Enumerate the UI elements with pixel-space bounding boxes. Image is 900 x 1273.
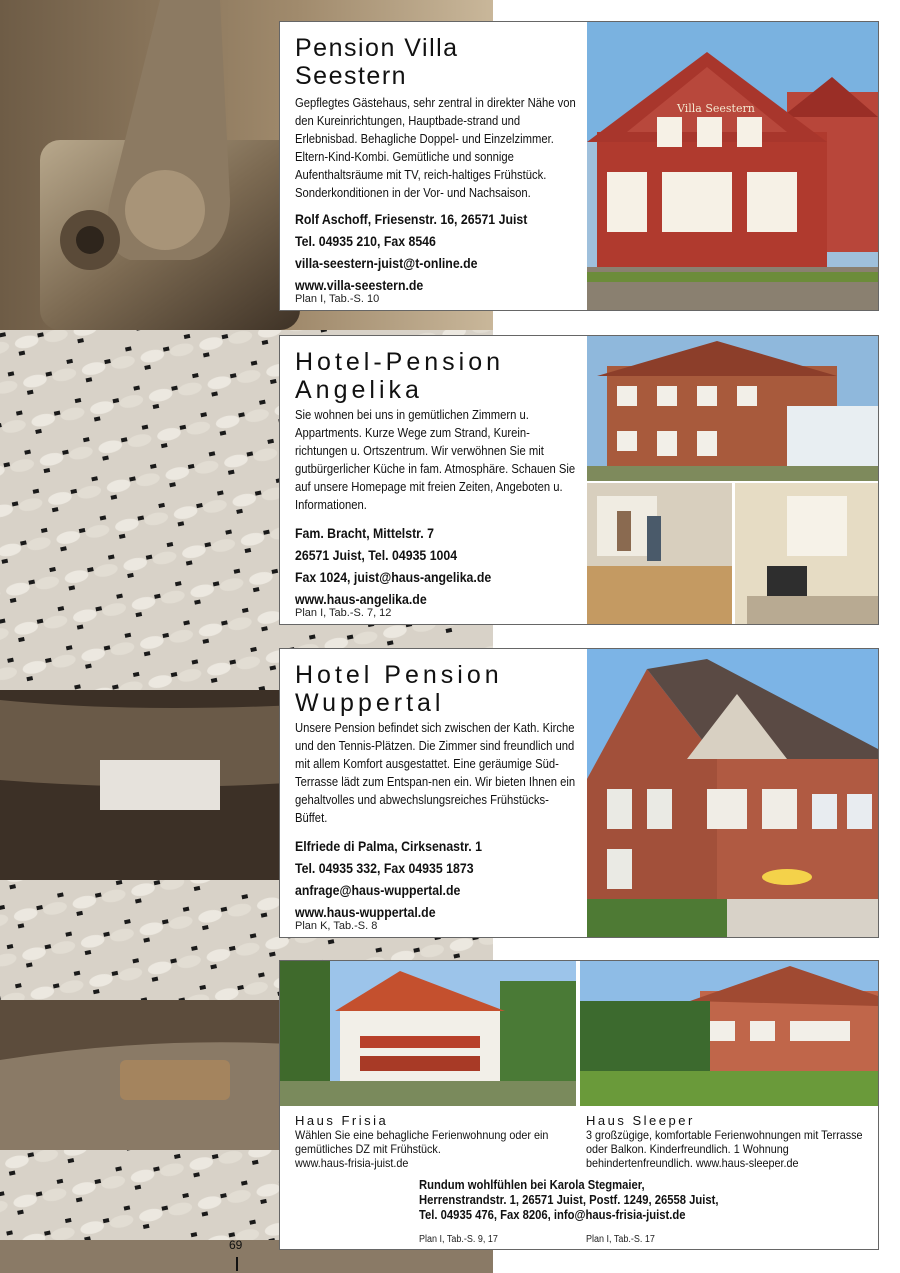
frisia-info	[295, 1113, 570, 1170]
shared-contact-line[interactable]: Tel. 04935 476, Fax 8206, info@haus-frisia-juist.de	[419, 1208, 686, 1222]
sleeper-description: 3 großzügige, komfortable Ferienwohnungen mit Terrasse oder Balkon. Kinderfreundlich. 1 Wohnung behindertenfreundlich. www.haus-sleeper.de	[586, 1128, 863, 1170]
contact-address: Rolf Aschoff, Friesenstr. 16, 26571 Juist	[295, 211, 528, 227]
listing-description: Sie wohnen bei uns in gemütlichen Zimmern u. Appartments. Kurze Wege zum Strand, Kurein-richtungen u. Ortszentrum. Wir verwöhnen Sie mit gutbürgerlicher Küche in fam. Atmosphäre. Schauen Sie auf unsere Homepage mit freien Zeiten, Angeboten u. Informationen.	[295, 408, 576, 512]
photo-sign: Villa Seestern	[677, 102, 755, 115]
photos-angelika	[587, 336, 878, 624]
contact-phone: Tel. 04935 210, Fax 8546	[295, 233, 436, 249]
listing-title: Hotel-Pension Angelika	[295, 348, 505, 404]
plan-reference: Plan K, Tab.-S. 8	[295, 920, 378, 932]
page-number: 69	[229, 1238, 243, 1252]
listing-wuppertal	[279, 648, 879, 938]
listing-description: Unsere Pension befindet sich zwischen der Kath. Kirche und den Tennis-Plätzen. Die Zimmer sind freundlich und mit allem Komfort ausgestattet. Eine geräumige Süd-Terrasse lädt zum Entspan-nen ein. Wir bieten Ihnen ein gehaltvolles und abwechslungsreiches Frühstücks-Büffet.	[295, 721, 576, 825]
listing-contact	[295, 208, 578, 296]
frisia-description: Wählen Sie eine behagliche Ferienwohnung oder ein gemütliches DZ mit Frühstück.	[295, 1128, 549, 1156]
page-marker	[236, 1257, 238, 1271]
contact-website[interactable]: www.villa-seestern.de	[295, 277, 424, 293]
listing-frisia-sleeper	[279, 960, 879, 1250]
contact-email[interactable]: anfrage@haus-wuppertal.de	[295, 882, 461, 898]
listing-description: Gepflegtes Gästehaus, sehr zentral in direkter Nähe von den Kureinrichtungen, Hauptbade-strand und Erlebnisbad. Behagliche Doppel- und Einzelzimmer. Eltern-Kind-Kombi. Gemütliche und sonnige Aufenthaltsräume mit TV, reich-haltiges Frühstück. Sonderkonditionen in der Vor- und Nachsaison.	[295, 96, 576, 200]
listing-title: Pension Villa Seestern	[295, 34, 459, 90]
frisia-website[interactable]: www.haus-frisia-juist.de	[295, 1156, 409, 1170]
listing-contact	[295, 522, 578, 610]
contact-address: Fam. Bracht, Mittelstr. 7	[295, 525, 434, 541]
shared-contact-line: Rundum wohlfühlen bei Karola Stegmaier,	[419, 1178, 645, 1192]
frisia-plan-reference: Plan I, Tab.-S. 9, 17	[419, 1234, 498, 1245]
listing-contact	[295, 835, 578, 923]
photo-villa-seestern	[587, 22, 878, 310]
plan-reference: Plan I, Tab.-S. 7, 12	[295, 607, 392, 619]
photo-wuppertal	[587, 649, 878, 937]
listing-title: Hotel Pension Wuppertal	[295, 661, 503, 717]
contact-phone: Tel. 04935 332, Fax 04935 1873	[295, 860, 474, 876]
sleeper-title: Haus Sleeper	[586, 1113, 695, 1128]
contact-website[interactable]: www.haus-wuppertal.de	[295, 904, 436, 920]
contact-email[interactable]: villa-seestern-juist@t-online.de	[295, 255, 478, 271]
contact-fax-email[interactable]: Fax 1024, juist@haus-angelika.de	[295, 569, 492, 585]
shared-contact-line: Herrenstrandstr. 1, 26571 Juist, Postf. 1249, 26558 Juist,	[419, 1193, 719, 1207]
sleeper-info	[586, 1113, 866, 1170]
contact-city-phone: 26571 Juist, Tel. 04935 1004	[295, 547, 458, 563]
contact-address: Elfriede di Palma, Cirksenastr. 1	[295, 838, 482, 854]
plan-reference: Plan I, Tab.-S. 10	[295, 293, 380, 305]
photos-frisia-sleeper	[280, 961, 878, 1106]
listing-angelika	[279, 335, 879, 625]
contact-website[interactable]: www.haus-angelika.de	[295, 591, 427, 607]
sleeper-plan-reference: Plan I, Tab.-S. 17	[586, 1234, 655, 1245]
listing-villa-seestern	[279, 21, 879, 311]
frisia-title: Haus Frisia	[295, 1113, 389, 1128]
shared-contact	[419, 1178, 719, 1223]
